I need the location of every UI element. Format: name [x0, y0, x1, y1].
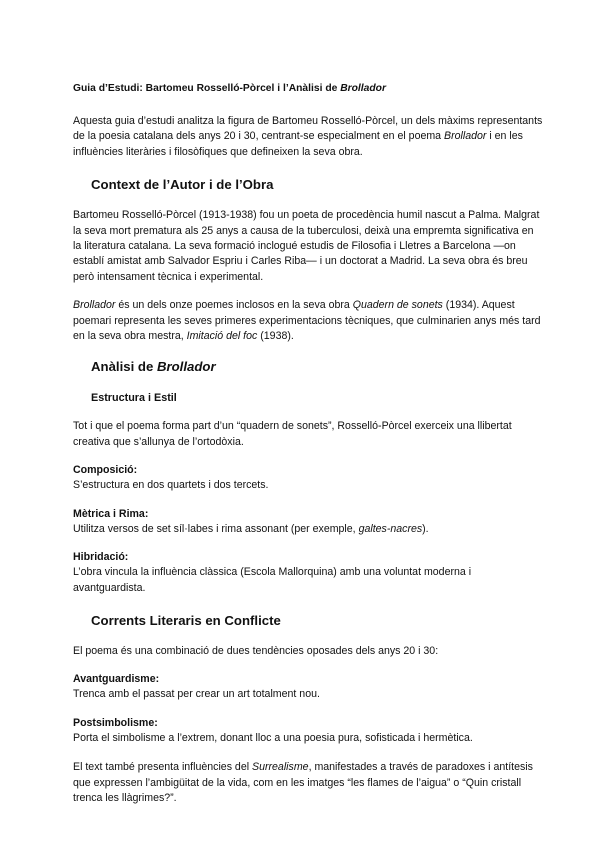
- section-heading-context: Context de l’Autor i de l’Obra: [91, 177, 274, 193]
- title-text: Guia d’Estudi: Bartomeu Rosselló-Pòrcel i l’Anàlisi de: [73, 83, 341, 94]
- postsimbolisme-text: Porta el simbolisme a l’extrem, donant lloc a una poesia pura, sofisticada i hermètica.: [73, 731, 473, 744]
- intro-italic: Brollador: [444, 130, 487, 143]
- avantguardisme-text: Trenca amb el passat per crear un art totalment nou.: [73, 688, 320, 701]
- analysis-heading-text: Anàlisi de: [91, 359, 157, 375]
- context-italic-3: Imitació del foc: [186, 330, 258, 343]
- document-content: [73, 82, 543, 806]
- context-paragraph-2: [73, 298, 543, 344]
- context-text-3: (1938).: [257, 330, 294, 343]
- metrics-text-1: Utilitza versos de set síl·labes i rima assonant (per exemple,: [73, 522, 359, 535]
- section-heading-currents: Corrents Literaris en Conflicte: [91, 612, 281, 628]
- context-paragraph-1: Bartomeu Rosselló-Pòrcel (1913-1938) fou un poeta de procedència humil nascut a Palma. Malgrat la seva mort prematura als 25 anys a causa de la tuberculosi, deixà una empremta significativa en la literatura catalana. La seva formació inclogué estudis de Filosofia i Lletres a Barcelona —on establí amistat amb Salvador Espriu i Carles Riba— i un doctorat a Madrid. La seva obra és breu però intensament tècnica i experimental.: [73, 209, 540, 283]
- intro-text-2: i en les influències literàries i filosòfiques que defineixen la seva obra.: [73, 130, 523, 158]
- structure-paragraph: Tot i que el poema forma part d’un “quadern de sonets”, Rosselló-Pòrcel exerceix una llibertat creativa que s’allunya de l’ortodòxia.: [73, 420, 512, 448]
- avantguardisme-label: Avantguardisme:: [73, 673, 160, 686]
- title-italic: Brollador: [340, 83, 386, 94]
- currents-paragraph-1: El poema és una combinació de dues tendències oposades dels anys 20 i 30:: [73, 644, 439, 657]
- postsimbolisme-label: Postsimbolisme:: [73, 716, 158, 729]
- metrics-label: Mètrica i Rima:: [73, 507, 149, 520]
- context-text-2: (1934). Aquest poemari representa les seves primeres experimentacions tècniques, que culminarien anys més tard en la seva obra mestra,: [73, 299, 541, 343]
- document-title: [73, 82, 543, 96]
- composition-label: Composició:: [73, 464, 138, 477]
- currents-italic: Surrealisme: [252, 761, 309, 774]
- section-heading-analysis: [91, 359, 543, 375]
- metrics-text: [73, 522, 543, 537]
- context-italic-1: Brollador: [73, 299, 116, 312]
- intro-text-1: Aquesta guia d’estudi analitza la figura de Bartomeu Rosselló-Pòrcel, un dels màxims representants de la poesia catalana dels anys 20 i 30, centrant-se especialment en el poema: [73, 115, 543, 143]
- composition-text: S’estructura en dos quartets i dos tercets.: [73, 479, 269, 492]
- currents-text-2: , manifestades a través de paradoxes i antítesis que expressen l’ambigüitat de la vida, com en les imatges “les flames de l’aigua” o “Quin cristall trenca les llàgrimes?”.: [73, 761, 533, 804]
- metrics-italic: galtes-nacres: [358, 522, 423, 535]
- currents-paragraph-2: [73, 760, 543, 806]
- hybridization-text: L’obra vincula la influència clàssica (Escola Mallorquina) amb una voluntat moderna i avantguardista.: [73, 566, 472, 594]
- intro-paragraph: [73, 114, 543, 160]
- currents-text-1: El text també presenta influències del: [73, 761, 253, 774]
- context-text-1: és un dels onze poemes inclosos en la seva obra: [115, 299, 353, 312]
- context-italic-2: Quadern de sonets: [352, 299, 443, 312]
- hybridization-label: Hibridació:: [73, 551, 129, 564]
- subheading-structure: Estructura i Estil: [91, 392, 177, 405]
- metrics-text-2: ).: [422, 522, 429, 535]
- analysis-heading-italic: Brollador: [156, 359, 216, 375]
